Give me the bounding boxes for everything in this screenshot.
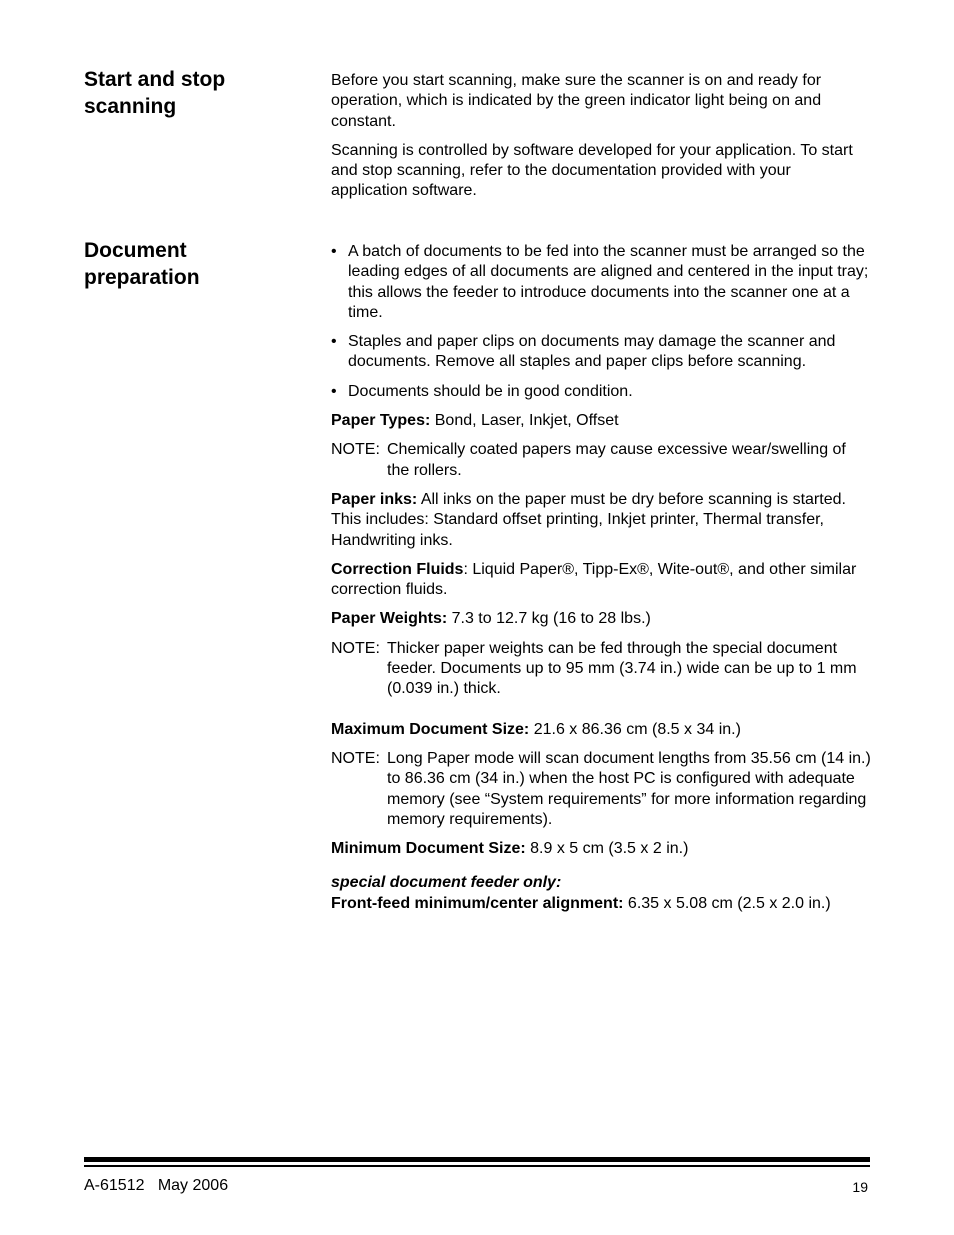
footer-rule-thick [84, 1157, 870, 1162]
minimum-size-label: Minimum Document Size: [331, 840, 526, 858]
note-tag: NOTE: [331, 749, 380, 767]
section-heading-start-stop: Start and stop scanning [84, 68, 226, 118]
footer-rule-thin [84, 1165, 870, 1167]
note-long-paper [331, 749, 871, 830]
front-feed-label: Front-feed minimum/center alignment: [331, 894, 624, 912]
note-text: Chemically coated papers may cause excessive wear/swelling of the rollers. [387, 441, 846, 479]
paper-types [331, 411, 871, 431]
paper-inks-value: All inks on the paper must be dry before scanning is started. This includes: Standard offset printing, Inkjet printer, Thermal transfer, Handwriting inks. [331, 490, 846, 549]
paper-types-value: Bond, Laser, Inkjet, Offset [430, 412, 619, 430]
maximum-size-label: Maximum Document Size: [331, 720, 530, 738]
bullet-marker: • [331, 243, 337, 260]
paper-weights-value: 7.3 to 12.7 kg (16 to 28 lbs.) [447, 610, 651, 628]
page-number: 19 [852, 1179, 868, 1195]
paper-weights [331, 609, 871, 629]
note-text: Long Paper mode will scan document lengths from 35.56 cm (14 in.) to 86.36 cm (34 in.) when the host PC is configured with adequate memory (see “System requirements” for more information regarding memory requirements). [387, 749, 871, 828]
paragraph: Scanning is controlled by software developed for your application. To start and stop scanning, refer to the documentation provided with your application software. [331, 141, 853, 200]
bullet-item [331, 332, 871, 373]
bullet-item [331, 242, 871, 323]
section-start-stop-body [331, 71, 871, 202]
note-coated-papers [331, 440, 871, 481]
paper-types-label: Paper Types: [331, 412, 431, 430]
minimum-document-size [331, 839, 871, 859]
maximum-size-value: 21.6 x 86.36 cm (8.5 x 34 in.) [529, 720, 741, 738]
correction-fluids-value: : Liquid Paper®, Tipp-Ex®, Wite-out®, and other similar correction fluids. [331, 560, 857, 599]
section-document-preparation-body [331, 242, 871, 914]
note-text: Thicker paper weights can be fed through the special document feeder. Documents up to 95 mm (3.74 in.) wide can be up to 1 mm (0.039 in.) thick. [387, 639, 857, 698]
note-thicker-paper [331, 639, 871, 700]
footer-document-id: A-61512 May 2006 [84, 1177, 229, 1194]
paragraph: Before you start scanning, make sure the scanner is on and ready for operation, which is indicated by the green indicator light being on and constant. [331, 72, 822, 130]
correction-fluids-label: Correction Fluids [331, 560, 464, 578]
paper-inks-label: Paper inks: [331, 490, 418, 508]
special-feeder-label [331, 873, 871, 893]
special-feeder-text: special document feeder only: [331, 874, 562, 892]
note-tag: NOTE: [331, 441, 380, 459]
section-heading-document-preparation: Document preparation [84, 239, 200, 289]
paper-weights-label: Paper Weights: [331, 610, 448, 628]
front-feed-alignment [331, 894, 871, 914]
bullet-marker: • [331, 382, 337, 400]
bullet-item [331, 382, 871, 402]
bullet-text: Documents should be in good condition. [348, 382, 633, 400]
paper-inks [331, 490, 871, 551]
maximum-document-size [331, 720, 871, 740]
minimum-size-value: 8.9 x 5 cm (3.5 x 2 in.) [525, 840, 689, 858]
bullet-text: Staples and paper clips on documents may damage the scanner and documents. Remove all staples and paper clips before scanning. [348, 333, 836, 371]
bullet-marker: • [331, 333, 337, 351]
bullet-text: A batch of documents to be fed into the scanner must be arranged so the leading edges of all documents are aligned and centered in the input tray; this allows the feeder to introduce documents into the scanner one at a time. [348, 243, 869, 321]
note-tag: NOTE: [331, 639, 380, 657]
front-feed-value: 6.35 x 5.08 cm (2.5 x 2.0 in.) [623, 894, 831, 912]
correction-fluids [331, 560, 871, 601]
